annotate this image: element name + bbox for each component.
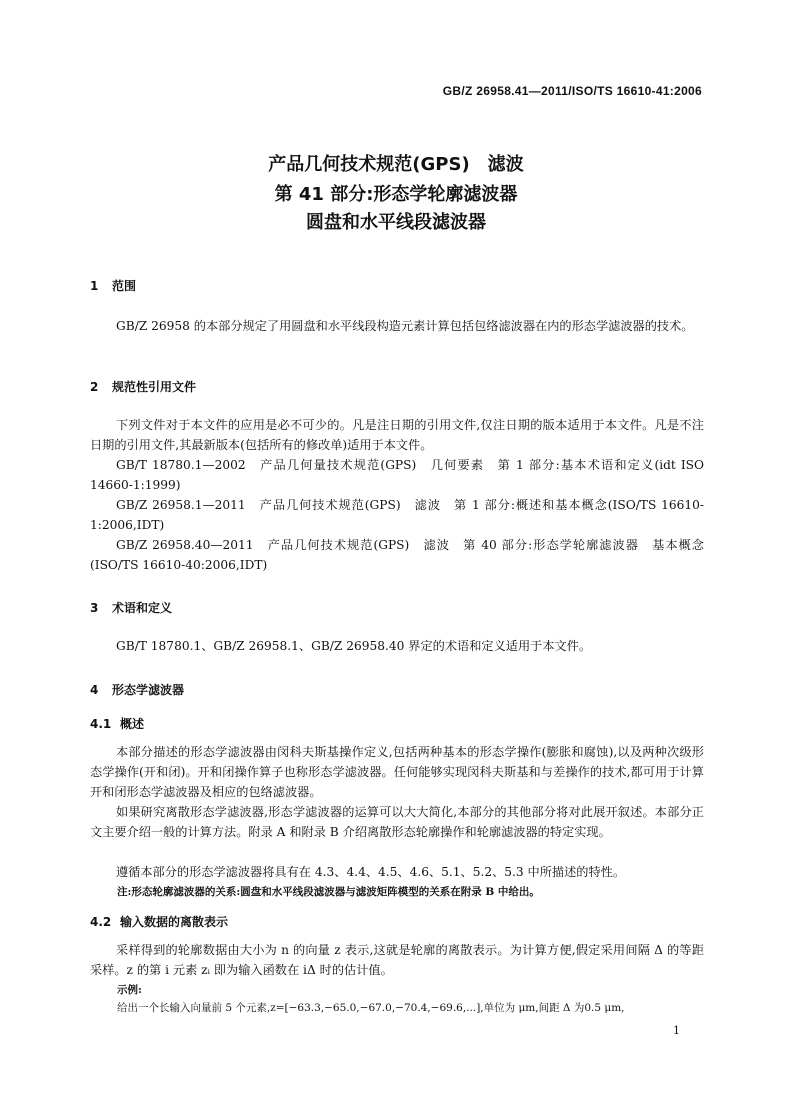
reference-item: GB/T 18780.1—2002 产品几何量技术规范(GPS) 几何要素 第 1 部分:基本术语和定义(idt ISO 14660-1:1999) bbox=[90, 458, 704, 492]
title-line-1: 产品几何技术规范(GPS) 滤波 bbox=[268, 154, 524, 175]
section-4-1-paragraph: 遵循本部分的形态学滤波器将具有在 4.3、4.4、4.5、4.6、5.1、5.2、5.3 中所描述的特性。 bbox=[116, 865, 626, 879]
section-3-paragraph: GB/T 18780.1、GB/Z 26958.1、GB/Z 26958.40 界定的术语和定义适用于本文件。 bbox=[116, 639, 592, 653]
section-number: 4.2 bbox=[90, 915, 112, 929]
section-3-heading bbox=[90, 599, 172, 616]
section-4-2-paragraph: 采样得到的轮廓数据由大小为 n 的向量 z 表示,这就是轮廓的离散表示。为计算方便,假定采用间隔 Δ 的等距采样。z 的第 i 元素 zᵢ 即为输入函数在 iΔ 时的估计值。 bbox=[90, 943, 704, 977]
section-4-1-paragraph: 如果研究离散形态学滤波器,形态学滤波器的运算可以大大简化,本部分的其他部分将对此展开叙述。本部分正文主要介绍一般的计算方法。附录 A 和附录 B 介绍离散形态轮廓操作和轮廓滤波器的特定实现。 bbox=[90, 805, 704, 839]
title-line-2: 第 41 部分:形态学轮廓滤波器 bbox=[274, 184, 518, 205]
section-4-1-paragraph: 本部分描述的形态学滤波器由闵科夫斯基操作定义,包括两种基本的形态学操作(膨胀和腐蚀),以及两种次级形态学操作(开和闭)。开和闭操作算子也称形态学滤波器。任何能够实现闵科夫斯基和与差操作的技术,都可用于计算开和闭形态学滤波器及相应的包络滤波器。 bbox=[90, 745, 704, 799]
example-label: 示例: bbox=[117, 984, 142, 996]
reference-item: GB/Z 26958.40—2011 产品几何技术规范(GPS) 滤波 第 40 部分:形态学轮廓滤波器 基本概念(ISO/TS 16610-40:2006,IDT) bbox=[90, 538, 704, 572]
section-number: 1 bbox=[90, 279, 99, 293]
section-number: 2 bbox=[90, 380, 99, 394]
section-title: 形态学滤波器 bbox=[112, 683, 185, 697]
section-2-paragraph: 下列文件对于本文件的应用是必不可少的。凡是注日期的引用文件,仅注日期的版本适用于本文件。凡是不注日期的引用文件,其最新版本(包括所有的修改单)适用于本文件。 bbox=[90, 418, 704, 452]
section-number: 4.1 bbox=[90, 717, 112, 731]
section-4-heading bbox=[90, 681, 184, 698]
title-line-3: 圆盘和水平线段滤波器 bbox=[306, 212, 486, 233]
reference-item: GB/Z 26958.1—2011 产品几何技术规范(GPS) 滤波 第 1 部分:概述和基本概念(ISO/TS 16610-1:2006,IDT) bbox=[90, 498, 704, 532]
section-1-paragraph: GB/Z 26958 的本部分规定了用圆盘和水平线段构造元素计算包括包络滤波器在内的形态学滤波器的技术。 bbox=[116, 319, 694, 333]
section-title: 规范性引用文件 bbox=[112, 380, 197, 394]
note-text: 注:形态轮廓滤波器的关系:圆盘和水平线段滤波器与滤波矩阵模型的关系在附录 B 中给出。 bbox=[117, 886, 540, 898]
standard-code-header: GB/Z 26958.41—2011/ISO/TS 16610-41:2006 bbox=[442, 84, 702, 98]
section-number: 4 bbox=[90, 683, 99, 697]
section-2-heading bbox=[90, 378, 196, 395]
section-title: 输入数据的离散表示 bbox=[120, 915, 229, 929]
section-title: 概述 bbox=[120, 717, 145, 731]
section-title: 范围 bbox=[112, 279, 137, 293]
section-4-2-heading bbox=[90, 913, 228, 930]
section-1-heading bbox=[90, 277, 136, 294]
section-number: 3 bbox=[90, 601, 99, 615]
example-text: 给出一个长输入向量前 5 个元素,z=[−63.3,−65.0,−67.0,−70.4,−69.6,...],单位为 μm,间距 Δ 为0.5 μm, bbox=[117, 1002, 625, 1014]
section-title: 术语和定义 bbox=[112, 601, 173, 615]
section-4-1-heading bbox=[90, 715, 144, 732]
page-number: 1 bbox=[673, 1024, 680, 1037]
